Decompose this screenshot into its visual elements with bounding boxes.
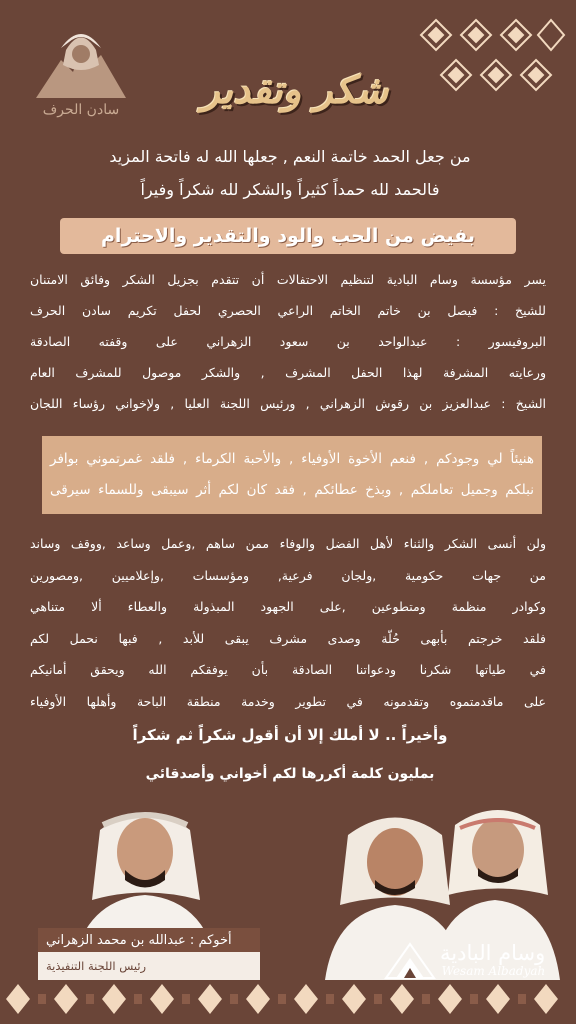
- paragraph-line: ورعايته المشرفة لهذا الحفل المشرف , والشكر موصول للمشرف العام: [30, 365, 546, 380]
- paragraph-line: وكوادر منظمة ومتطوعين ,على الجهود المبذولة والعطاء ألا متناهي: [30, 599, 546, 614]
- brand-name-english: Wesam Albadyah: [441, 964, 546, 978]
- decorative-pattern-top: [416, 10, 566, 105]
- paragraph-line: الشيخ : عبدالعزيز بن رقوش الزهراني , ورئيس اللجنة العليا , ولإخواني رؤساء اللجان: [30, 396, 546, 411]
- sadin-alharf-logo: [22, 20, 140, 130]
- signer-title: رئيس اللجنة التنفيذية: [38, 952, 260, 980]
- intro-text: [40, 140, 540, 206]
- paragraph-line: في طياتها شكرنا ودعواتنا الصادقة بأن يوفقكم الله ويحقق أمانيكم: [30, 662, 546, 677]
- signer-name: أخوكم : عبدالله بن محمد الزهراني: [38, 928, 260, 952]
- decorative-pattern-bottom: [0, 974, 576, 1024]
- paragraph-line: على ماقدمتموه وتقدمونه في تطوير وخدمة منطقة الباحة وأهلها الأوفياء: [30, 693, 546, 709]
- paragraph-line: ولن أنسى الشكر والثناء لأهل الفضل والوفاء ممن ساهم ,وعمل وساعد ,ووقف وساند: [30, 536, 546, 551]
- closing-line-2: بمليون كلمة أكررها لكم أخواني وأصدقائي: [145, 766, 435, 782]
- paragraph-line: للشيخ : فيصل بن خاتم الخاتم الراعي الحصري لحفل تكريم سادن الحرف: [30, 303, 546, 318]
- banner-text: بفيض من الحب والود والتقدير والاحترام: [101, 225, 475, 247]
- border-pattern-icon: [0, 974, 576, 1024]
- intro-line-2: فالحمد لله حمداً كثيراً والشكر لله شكراً وفيراً: [140, 180, 440, 199]
- paragraph-line: من جهات حكومية ,ولجان فرعية, ومؤسسات ,وإعلاميين ,ومصورين: [30, 567, 546, 583]
- logo-caption: سادن الحرف: [42, 102, 120, 118]
- highlight-box: [42, 436, 542, 514]
- thanks-heading: [190, 55, 400, 123]
- portrait-mountain-icon: [31, 20, 131, 100]
- paragraph-line: يسر مؤسسة وسام البادية لتنظيم الاحتفالات أن تتقدم بجزيل الشكر وفائق الامتنان: [30, 272, 546, 287]
- closing-line-1: وأخيراً .. لا أملك إلا أن أقول شكراً ثم شكراً: [132, 726, 448, 744]
- intro-line-1: من جعل الحمد خاتمة النعم , جعلها الله له فاتحة المزيد: [109, 147, 471, 166]
- brand-name-arabic: وسام البادية: [440, 941, 546, 965]
- pattern-icon: [416, 10, 566, 105]
- highlight-line: هنيئاً لي وجودكم , فنعم الأخوة الأوفياء , والأحبة الكرماء , فلقد غمرتموني بوافر: [50, 451, 534, 467]
- banner: [60, 218, 516, 254]
- highlight-line: نبلكم وجميل تعاملكم , وبذخ عطائكم , فقد كان لكم أثر سيبقى وللسماء سيرقى: [50, 482, 534, 498]
- paragraph-line: فلقد خرجتم بأبهى حُلّة وصدى مشرف يبقى للأبد , فبها نحمل لكم: [30, 630, 546, 646]
- signer-card: [38, 928, 260, 980]
- thanks-paragraph-2: [30, 528, 546, 717]
- thanks-paragraph-1: [30, 264, 546, 419]
- paragraph-line: البروفيسور : عبدالواحد بن سعود الزهراني على وقفته الصادقة: [30, 334, 546, 349]
- thanks-heading-text: شكر وتقدير: [201, 66, 389, 112]
